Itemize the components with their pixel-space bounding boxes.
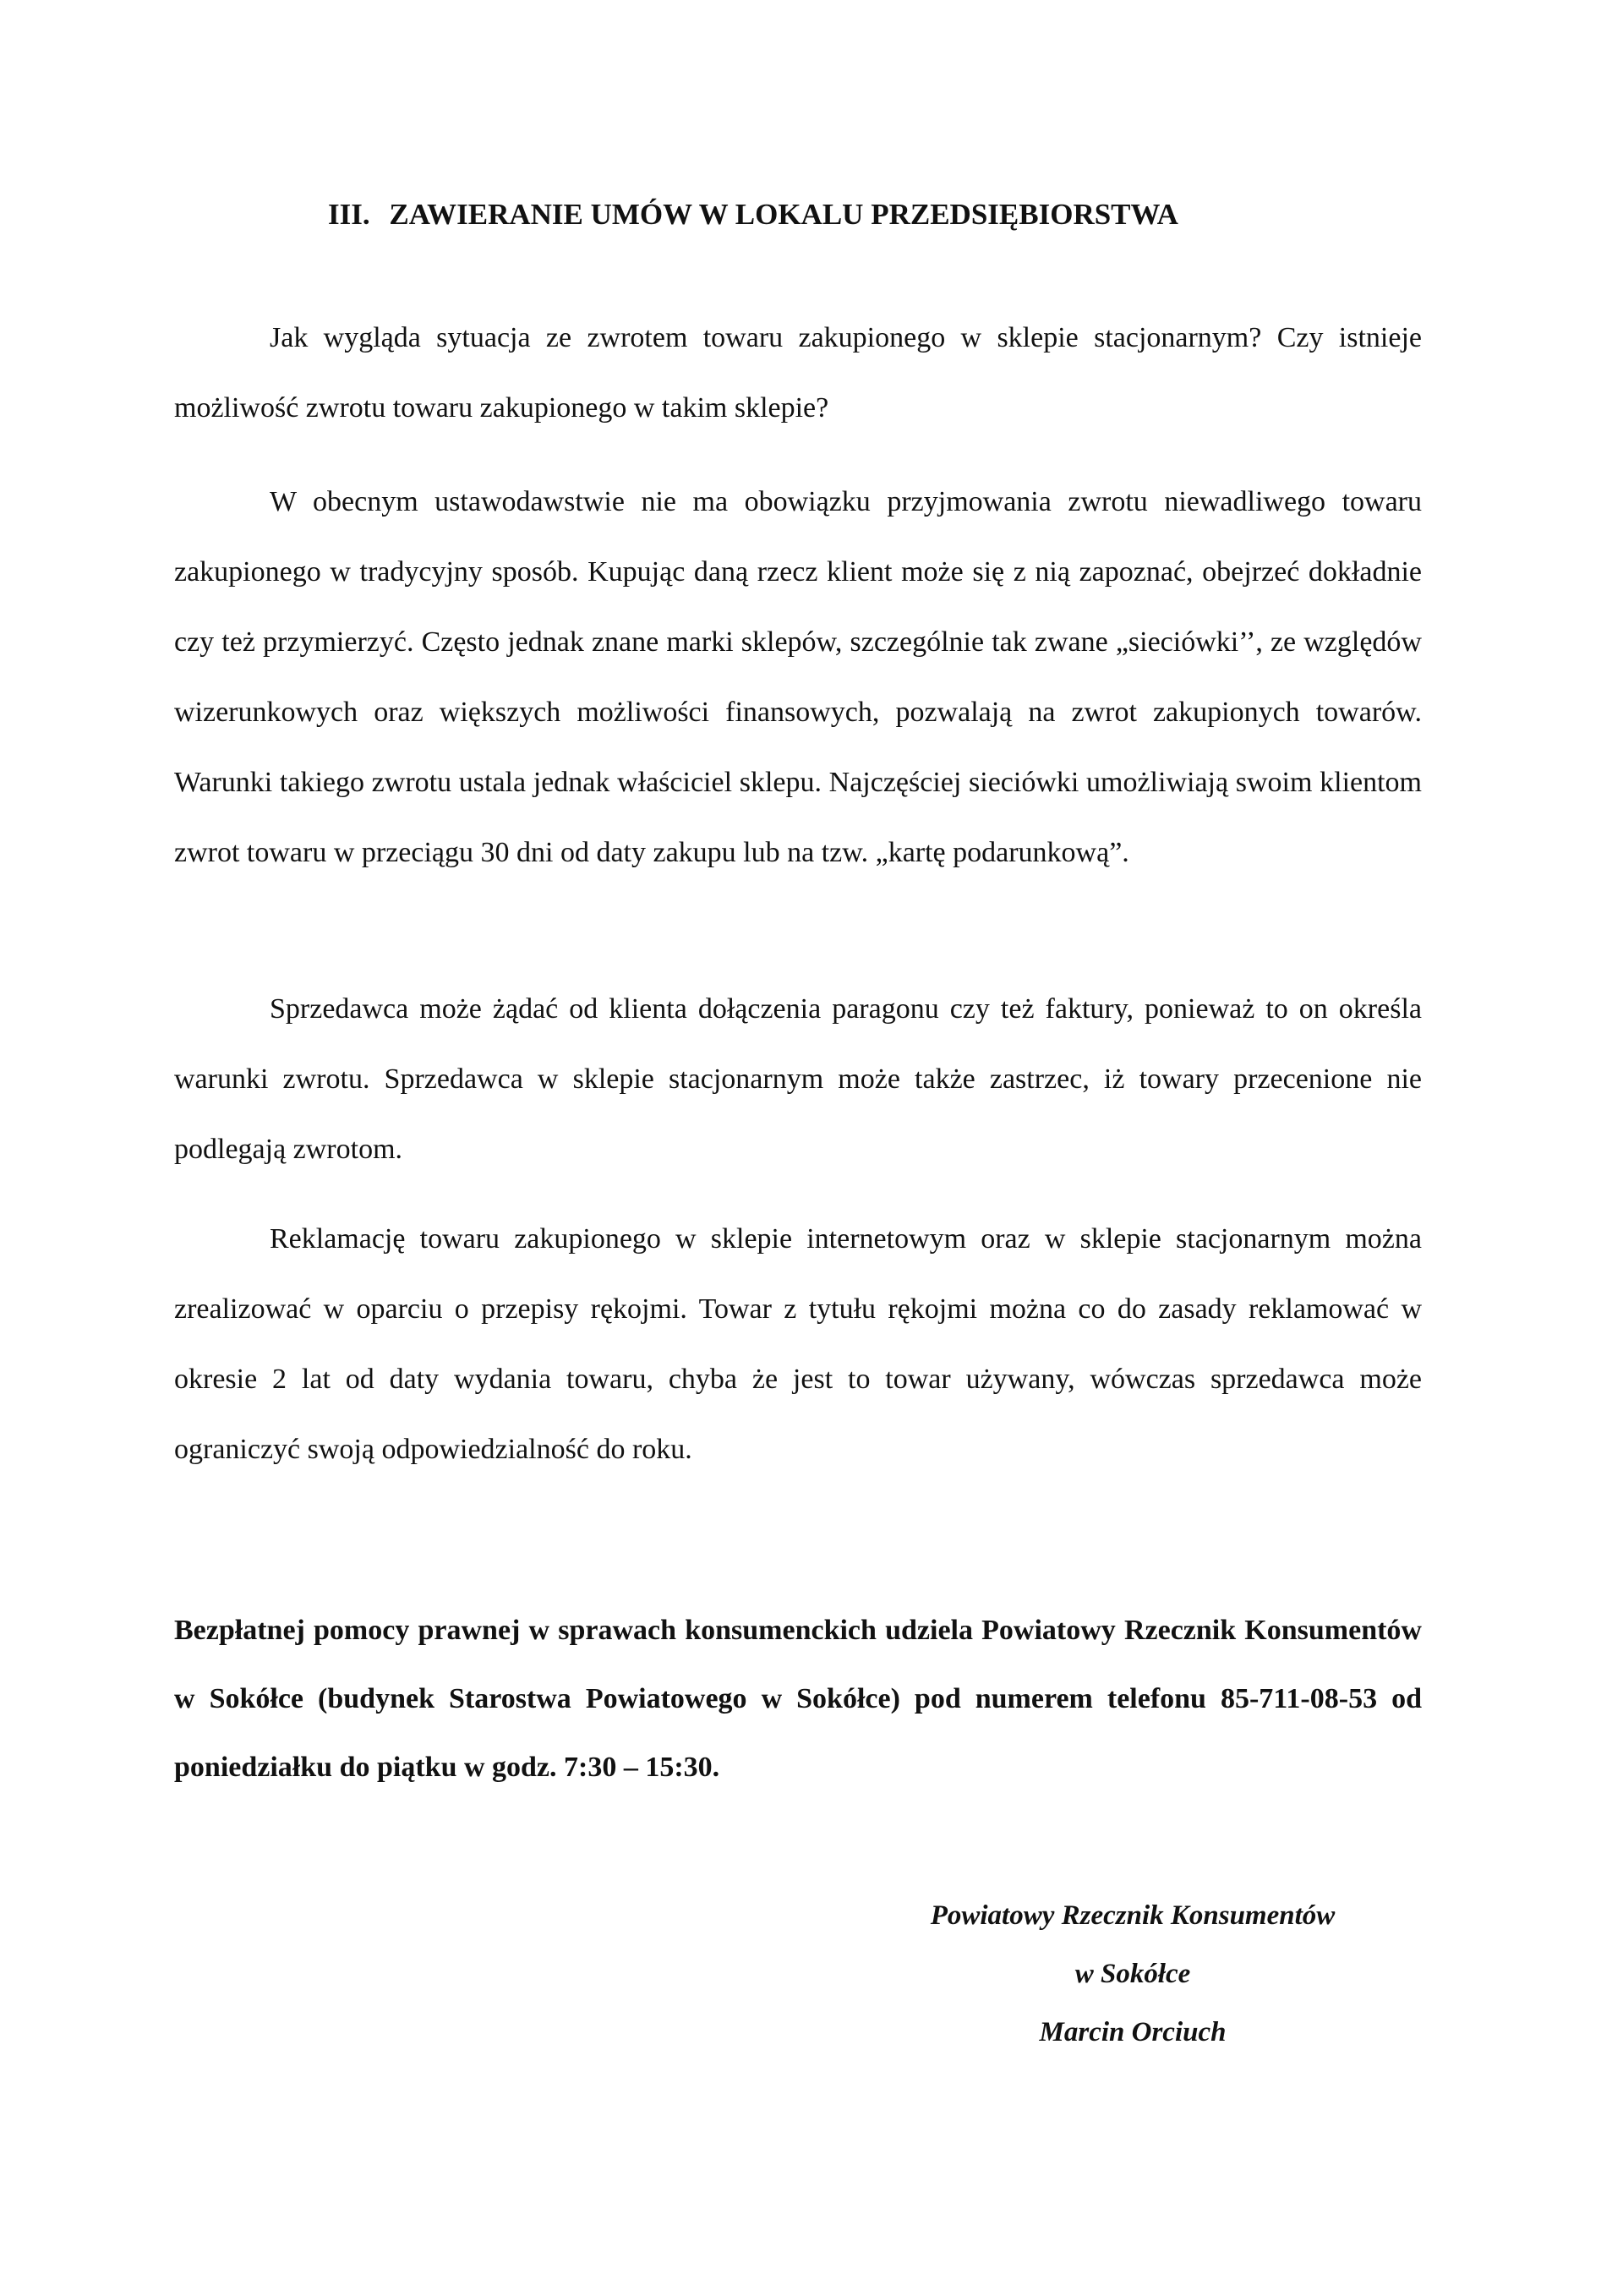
section-title: ZAWIERANIE UMÓW W LOKALU PRZEDSIĘBIORSTWA	[389, 198, 1178, 231]
paragraph-complaint: Reklamację towaru zakupionego w sklepie internetowym oraz w sklepie stacjonarnym można zrealizować w oparciu o przepisy rękojmi. Towar z tytułu rękojmi można co do zasady reklamować w okresie 2 lat od daty wydania towaru, chyba że jest to towar używany, wówczas sprzedawca może ograniczyć swoją odpowiedzialność do roku.	[174, 1223, 1422, 1465]
section-number: III.	[328, 198, 370, 231]
signature-title: Powiatowy Rzecznik Konsumentów	[930, 1900, 1336, 1931]
paragraph-legislation: W obecnym ustawodawstwie nie ma obowiązku przyjmowania zwrotu niewadliwego towaru zakupionego w tradycyjny sposób. Kupując daną rzecz klient może się z nią zapoznać, obejrzeć dokładnie czy też przymierzyć. Często jednak znane marki sklepów, szczególnie tak zwane „sieciówki’’, ze względów wizerunkowych oraz większych możliwości finansowych, pozwalają na zwrot zakupionych towarów. Warunki takiego zwrotu ustala jednak właściciel sklepu. Najczęściej sieciówki umożliwiają swoim klientom zwrot towaru w przeciągu 30 dni od daty zakupu lub na tzw. „kartę podarunkową”.	[174, 486, 1422, 868]
signature-name: Marcin Orciuch	[1039, 2017, 1227, 2047]
signature-block	[862, 1887, 1403, 2062]
paragraph-question: Jak wygląda sytuacja ze zwrotem towaru zakupionego w sklepie stacjonarnym? Czy istnieje możliwość zwrotu towaru zakupionego w takim sklepie?	[174, 322, 1422, 424]
legal-help-notice: Bezpłatnej pomocy prawnej w sprawach konsumenckich udziela Powiatowy Rzecznik Konsumentów w Sokółce (budynek Starostwa Powiatowego w Sokółce) pod numerem telefonu 85-711-08-53 od poniedziałku do piątku w godz. 7:30 – 15:30.	[174, 1615, 1422, 1783]
paragraph-seller-conditions: Sprzedawca może żądać od klienta dołączenia paragonu czy też faktury, ponieważ to on określa warunki zwrotu. Sprzedawca w sklepie stacjonarnym może także zastrzec, iż towary przecenione nie podlegają zwrotom.	[174, 993, 1422, 1165]
signature-location: w Sokółce	[1074, 1959, 1191, 1989]
section-heading	[328, 198, 1178, 232]
